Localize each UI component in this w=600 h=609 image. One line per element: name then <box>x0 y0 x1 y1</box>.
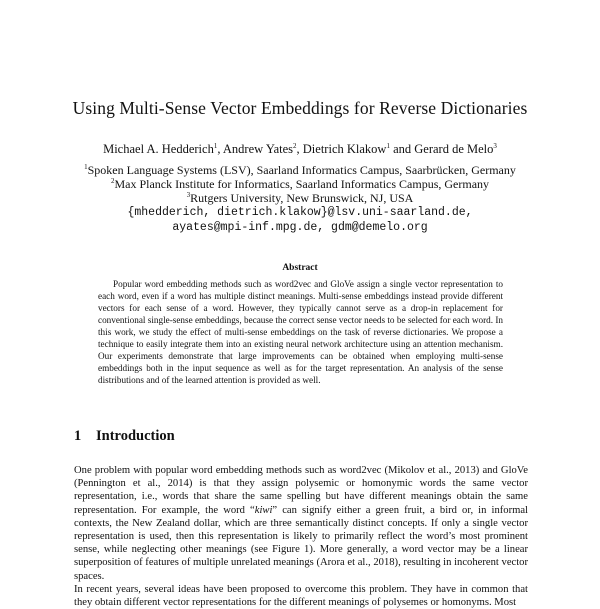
affiliation-mark: 2 <box>110 177 115 185</box>
affiliation-text: Max Planck Institute for Informatics, Saarland Informatics Campus, Germany <box>114 177 490 191</box>
affiliation-line <box>0 191 600 205</box>
abstract-text: Popular word embedding methods such as word2vec and GloVe assign a single vector representation to each word, even if a word has multiple distinct meanings. Multi-sense embeddings instead provide different vectors for each sense of a word. However, they typically cannot serve as a drop-in replacement for conventional single-sense embeddings, because the correct sense vector needs to be selected for each word. In this work, we study the effect of multi-sense embeddings on the task of reverse dictionaries. We propose a technique to easily integrate them into an existing neural network architecture using an attention mechanism. Our experiments demonstrate that large improvements can be obtained when employing multi-sense embeddings both in the input sequence as well as for the target representation. An analysis of the sense distributions and of the learned attention is provided as well. <box>98 279 503 385</box>
affiliation-text: Rutgers University, New Brunswick, NJ, USA <box>190 191 414 205</box>
email-line: ayates@mpi-inf.mpg.de, gdm@demelo.org <box>172 221 428 234</box>
affiliation-mark: 2 <box>293 142 297 150</box>
author-separator: and <box>389 142 415 156</box>
body-paragraph: In recent years, several ideas have been proposed to overcome this problem. They have in common that they obtain different vector representations for the different meanings of polysemes or homonyms. Most <box>74 584 528 609</box>
author-name: Dietrich Klakow <box>302 142 387 156</box>
paragraph-text: One problem with popular word embedding methods such as word2vec (Mikolov et al., 2013) and GloVe (Pennington et al., 2014) is that they assign polysemic or homonymic words the same vector representation, i.e., words that share the same spelling but have different meanings obtain the same representation. For example, the word “ <box>74 465 528 516</box>
affiliation-mark: 3 <box>493 142 497 150</box>
affiliation-line <box>0 163 600 177</box>
affiliation-mark: 1 <box>386 142 390 150</box>
email-line: {mhedderich, dietrich.klakow}@lsv.uni-saarland.de, <box>127 206 473 219</box>
body-paragraph <box>74 464 528 583</box>
author-name: Gerard de Melo <box>414 142 494 156</box>
paragraph-text: ” can signify either a green fruit, a bird or, in informal contexts, the New Zealand dollar, which are three semantically distinct concepts. If only a single vector representation is used, then this representation is likely to primarily reflect the word’s most prominent sense, while neglecting other meanings (see Figure 1). More generally, a word vector may be a linear superposition of features of multiple unrelated meanings (Arora et al., 2018), resulting in incoherent vector spaces. <box>74 504 528 582</box>
section-title: Introduction <box>96 428 175 444</box>
author-name: Andrew Yates <box>222 142 294 156</box>
section-heading <box>74 428 175 445</box>
affiliation-mark: 3 <box>186 191 191 199</box>
affiliation-text: Spoken Language Systems (LSV), Saarland Informatics Campus, Saarbrücken, Germany <box>87 163 516 177</box>
emphasized-word: kiwi <box>254 504 273 516</box>
affiliation-mark: 1 <box>213 142 218 150</box>
affiliation-mark: 1 <box>84 163 88 171</box>
affiliation-line <box>0 177 600 191</box>
author-separator: , <box>296 142 303 156</box>
author-separator: , <box>217 142 223 156</box>
abstract-heading: Abstract <box>282 263 318 273</box>
author-name: Michael A. Hedderich <box>103 142 214 156</box>
paper-title: Using Multi-Sense Vector Embeddings for Reverse Dictionaries <box>72 98 528 118</box>
section-number: 1 <box>74 428 82 444</box>
author-list <box>0 142 600 157</box>
